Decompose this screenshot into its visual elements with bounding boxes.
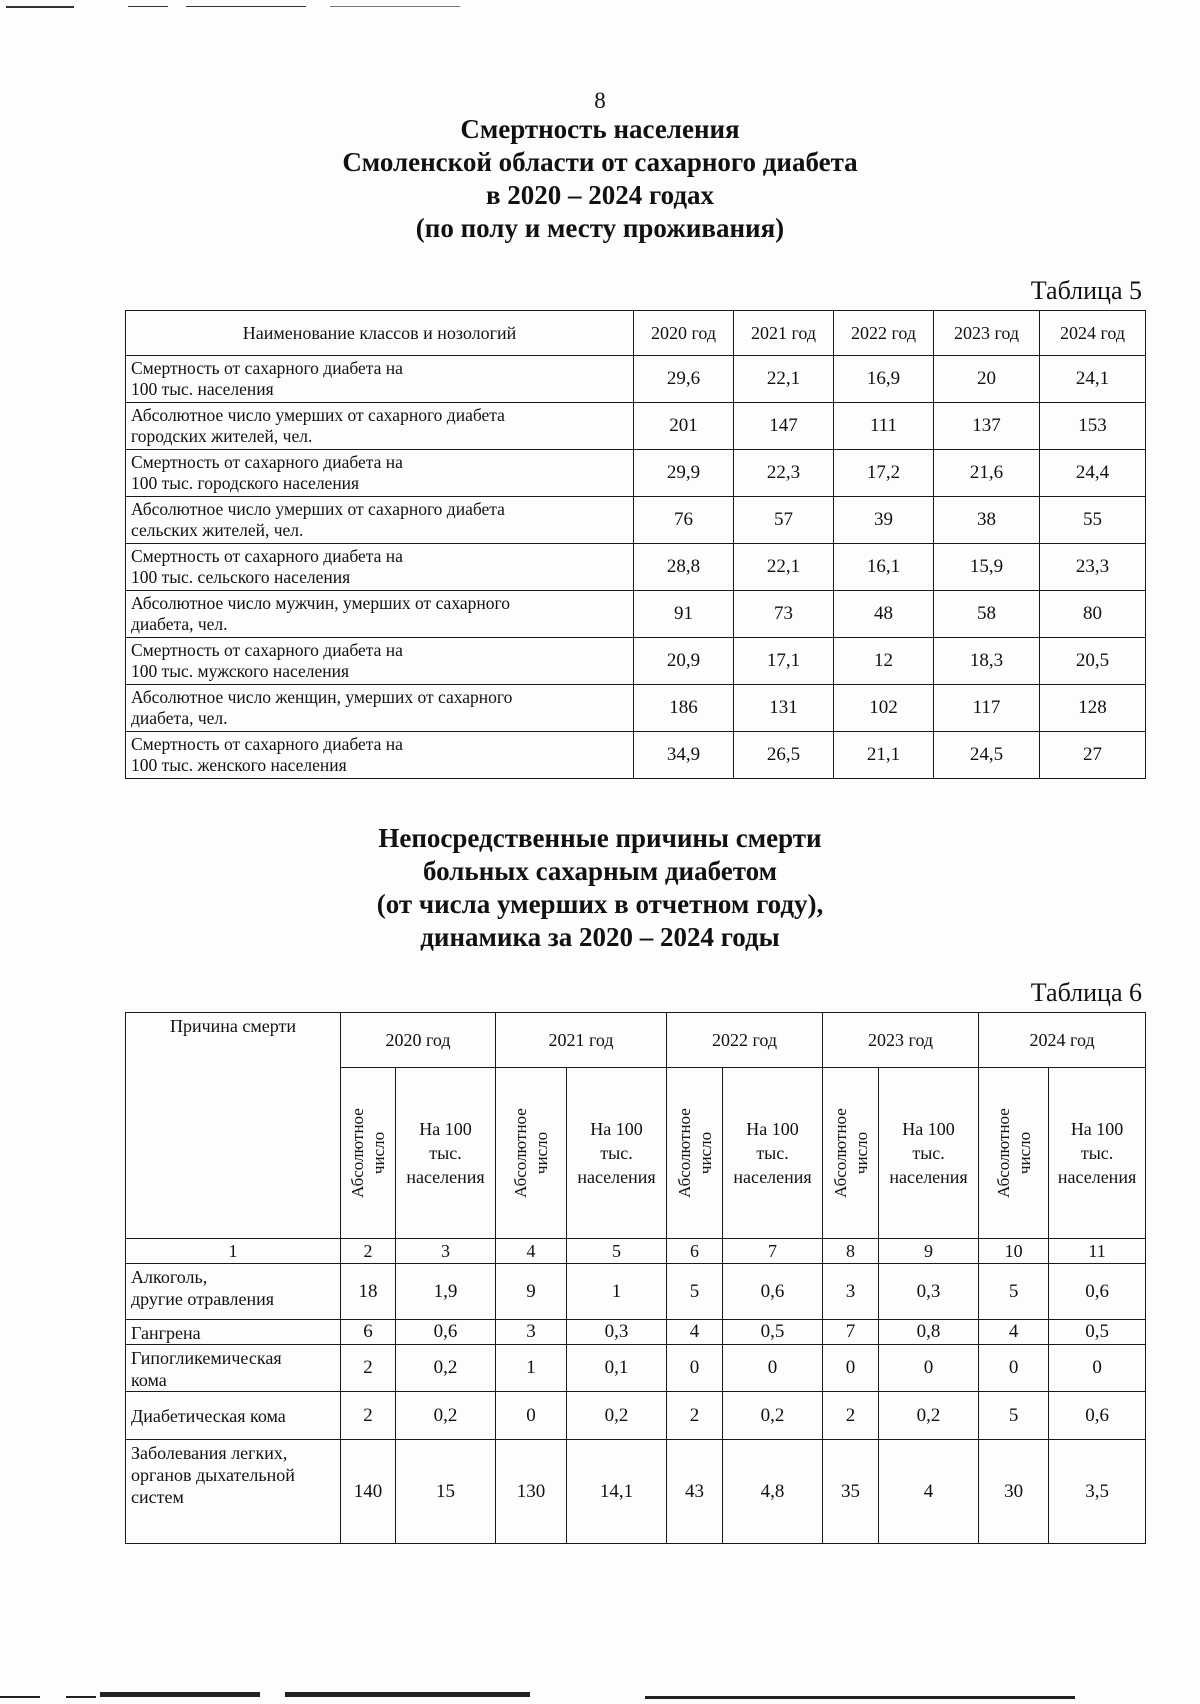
cell-value: 137: [934, 403, 1040, 450]
table6-year-row: [126, 1013, 1146, 1068]
row-name-line: городских жителей, чел.: [131, 426, 313, 446]
cell-value: 24,4: [1040, 450, 1146, 497]
cell-value: 16,9: [834, 356, 934, 403]
cell-value: 17,1: [734, 638, 834, 685]
subheader-per100-text: На 100 тыс. населения: [733, 1119, 812, 1187]
cell-value: 0,2: [879, 1392, 979, 1440]
row-name: [126, 1392, 341, 1440]
column-number: 7: [723, 1239, 823, 1264]
header-year: 2020 год: [634, 311, 734, 356]
cell-value: 111: [834, 403, 934, 450]
row-name-line: Смертность от сахарного диабета на: [131, 452, 403, 472]
column-number: 9: [879, 1239, 979, 1264]
cell-value: 2: [341, 1392, 396, 1440]
cell-value: 201: [634, 403, 734, 450]
subheader-absolute-text: Абсолютное число: [674, 1108, 715, 1198]
cell-value: 0: [496, 1392, 567, 1440]
vertical-label: [341, 1071, 395, 1236]
row-name-line: Гипогликемическая: [131, 1348, 282, 1368]
row-name-line: Смертность от сахарного диабета на: [131, 734, 403, 754]
cell-value: 4,8: [723, 1440, 823, 1544]
cell-value: 4: [979, 1320, 1049, 1345]
title-line: динамика за 2020 – 2024 годы: [420, 922, 780, 952]
cell-value: 48: [834, 591, 934, 638]
cell-value: 0,6: [1049, 1392, 1146, 1440]
row-name-line: Заболевания легких,: [131, 1443, 288, 1463]
header-name: Наименование классов и нозологий: [126, 311, 634, 356]
cell-value: 0,6: [1049, 1264, 1146, 1320]
cell-value: 102: [834, 685, 934, 732]
subheader-per100: [567, 1068, 667, 1239]
row-name-line: кома: [131, 1370, 167, 1390]
table6-column-numbers: [126, 1239, 1146, 1264]
cell-value: 6: [341, 1320, 396, 1345]
cell-value: 73: [734, 591, 834, 638]
cell-value: 15,9: [934, 544, 1040, 591]
row-name-line: Гангрена: [131, 1323, 201, 1343]
title-line: в 2020 – 2024 годах: [485, 180, 715, 210]
cell-value: 76: [634, 497, 734, 544]
subheader-absolute-text: Абсолютное число: [830, 1108, 871, 1198]
cell-value: 117: [934, 685, 1040, 732]
header-year: 2020 год: [341, 1013, 496, 1068]
subheader-per100: [879, 1068, 979, 1239]
header-year: 2021 год: [734, 311, 834, 356]
cell-value: 22,3: [734, 450, 834, 497]
vertical-label: [668, 1071, 722, 1236]
cell-value: 1: [567, 1264, 667, 1320]
row-name: [126, 1345, 341, 1392]
row-name-line: Смертность от сахарного диабета на: [131, 546, 403, 566]
table-row: [126, 1440, 1146, 1544]
cell-value: 0: [667, 1345, 723, 1392]
subheader-absolute: [341, 1068, 396, 1239]
cell-value: 140: [341, 1440, 396, 1544]
page-number: 8: [594, 88, 606, 113]
cell-value: 26,5: [734, 732, 834, 779]
table-row: [126, 497, 1146, 544]
subheader-per100: [1049, 1068, 1146, 1239]
cell-value: 0: [723, 1345, 823, 1392]
column-number: 6: [667, 1239, 723, 1264]
cell-value: 0,1: [567, 1345, 667, 1392]
cell-value: 147: [734, 403, 834, 450]
scan-artifact-bottom: [0, 1688, 1200, 1704]
cell-value: 30: [979, 1440, 1049, 1544]
cell-value: 80: [1040, 591, 1146, 638]
header-year: 2021 год: [496, 1013, 667, 1068]
cell-value: 2: [823, 1392, 879, 1440]
header-year: 2024 год: [979, 1013, 1146, 1068]
cell-value: 29,9: [634, 450, 734, 497]
header-year: 2023 год: [934, 311, 1040, 356]
row-name-line: 100 тыс. городского населения: [131, 473, 360, 493]
table-row: [126, 1392, 1146, 1440]
cell-value: 21,6: [934, 450, 1040, 497]
row-name: [126, 403, 634, 450]
column-number: 10: [979, 1239, 1049, 1264]
cell-value: 0,2: [723, 1392, 823, 1440]
row-name-line: Смертность от сахарного диабета на: [131, 358, 403, 378]
cell-value: 0: [979, 1345, 1049, 1392]
cell-value: 4: [667, 1320, 723, 1345]
cell-value: 186: [634, 685, 734, 732]
header-year: 2023 год: [823, 1013, 979, 1068]
row-name: [126, 1264, 341, 1320]
cell-value: 91: [634, 591, 734, 638]
subheader-absolute: [667, 1068, 723, 1239]
subheader-per100-text: На 100 тыс. населения: [577, 1119, 656, 1187]
cell-value: 14,1: [567, 1440, 667, 1544]
row-name-line: органов дыхательной: [131, 1465, 295, 1485]
cell-value: 35: [823, 1440, 879, 1544]
table-row: [126, 450, 1146, 497]
cell-value: 16,1: [834, 544, 934, 591]
row-name-line: 100 тыс. женского населения: [131, 755, 347, 775]
row-name-line: Смертность от сахарного диабета на: [131, 640, 403, 660]
cell-value: 3,5: [1049, 1440, 1146, 1544]
cell-value: 17,2: [834, 450, 934, 497]
subheader-absolute: [823, 1068, 879, 1239]
header-year: 2022 год: [667, 1013, 823, 1068]
cell-value: 5: [979, 1392, 1049, 1440]
title-line: Непосредственные причины смерти: [378, 823, 822, 853]
table-row: [126, 1320, 1146, 1345]
row-name-line: Диабетическая кома: [131, 1405, 286, 1426]
subheader-absolute-text: Абсолютное число: [348, 1108, 388, 1198]
subheader-absolute: [979, 1068, 1049, 1239]
cell-value: 34,9: [634, 732, 734, 779]
row-name-line: Абсолютное число женщин, умерших от сахарного: [131, 687, 513, 707]
subheader-per100-text: На 100 тыс. населения: [1057, 1119, 1137, 1187]
row-name: [126, 1320, 341, 1345]
title-line: Смертность населения: [460, 114, 740, 144]
cell-value: 22,1: [734, 544, 834, 591]
cell-value: 0,5: [723, 1320, 823, 1345]
table-6: [125, 1012, 1146, 1544]
vertical-label: [987, 1071, 1041, 1236]
column-number: 11: [1049, 1239, 1146, 1264]
table-row: [126, 638, 1146, 685]
cell-value: 57: [734, 497, 834, 544]
column-number: 5: [567, 1239, 667, 1264]
table5-label: Таблица 5: [1030, 276, 1142, 305]
column-number: 1: [126, 1239, 341, 1264]
cell-value: 0: [823, 1345, 879, 1392]
section2-title: [0, 822, 1200, 954]
row-name-line: 100 тыс. мужского населения: [131, 661, 350, 681]
cell-value: 5: [979, 1264, 1049, 1320]
row-name-line: Абсолютное число мужчин, умерших от сахарного: [131, 593, 510, 613]
cell-value: 1: [496, 1345, 567, 1392]
header-year: 2022 год: [834, 311, 934, 356]
cell-value: 12: [834, 638, 934, 685]
subheader-per100-text: На 100 тыс. населения: [889, 1119, 968, 1187]
cell-value: 29,6: [634, 356, 734, 403]
cell-value: 22,1: [734, 356, 834, 403]
row-name: [126, 732, 634, 779]
table-row: [126, 403, 1146, 450]
table5-header-row: [126, 311, 1146, 356]
cell-value: 2: [667, 1392, 723, 1440]
cell-value: 58: [934, 591, 1040, 638]
cell-value: 131: [734, 685, 834, 732]
row-name-line: систем: [131, 1487, 184, 1507]
cell-value: 20,9: [634, 638, 734, 685]
subheader-absolute-text: Абсолютное число: [511, 1108, 552, 1198]
row-name-line: Абсолютное число умерших от сахарного диабета: [131, 405, 505, 425]
table-row: [126, 544, 1146, 591]
cell-value: 5: [667, 1264, 723, 1320]
table-5: [125, 310, 1146, 779]
cell-value: 20,5: [1040, 638, 1146, 685]
cell-value: 2: [341, 1345, 396, 1392]
cell-value: 7: [823, 1320, 879, 1345]
cell-value: 38: [934, 497, 1040, 544]
title-line: (по полу и месту проживания): [415, 213, 785, 243]
cell-value: 130: [496, 1440, 567, 1544]
row-name-line: 100 тыс. населения: [131, 379, 274, 399]
subheader-per100: [723, 1068, 823, 1239]
row-name-line: 100 тыс. сельского населения: [131, 567, 351, 587]
row-name: [126, 638, 634, 685]
cell-value: 0,6: [723, 1264, 823, 1320]
cell-value: 39: [834, 497, 934, 544]
cell-value: 0,2: [396, 1392, 496, 1440]
row-name-line: сельских жителей, чел.: [131, 520, 304, 540]
row-name-line: диабета, чел.: [131, 708, 228, 728]
cell-value: 27: [1040, 732, 1146, 779]
row-name-line: диабета, чел.: [131, 614, 228, 634]
cell-value: 3: [496, 1320, 567, 1345]
cell-value: 0: [1049, 1345, 1146, 1392]
cell-value: 55: [1040, 497, 1146, 544]
section1-title: [0, 113, 1200, 245]
cell-value: 18: [341, 1264, 396, 1320]
row-name: [126, 450, 634, 497]
cell-value: 9: [496, 1264, 567, 1320]
subheader-absolute-text: Абсолютное число: [993, 1108, 1034, 1198]
column-number: 8: [823, 1239, 879, 1264]
scan-artifact-top: [0, 0, 1200, 12]
title-line: Смоленской области от сахарного диабета: [342, 147, 858, 177]
cell-value: 0,3: [879, 1264, 979, 1320]
table-row: [126, 685, 1146, 732]
subheader-per100-text: На 100 тыс. населения: [406, 1119, 485, 1187]
table-row: [126, 356, 1146, 403]
header-year: 2024 год: [1040, 311, 1146, 356]
cell-value: 23,3: [1040, 544, 1146, 591]
cell-value: 43: [667, 1440, 723, 1544]
subheader-absolute: [496, 1068, 567, 1239]
cell-value: 24,1: [1040, 356, 1146, 403]
row-name-line: другие отравления: [131, 1289, 275, 1309]
table6-label: Таблица 6: [1030, 978, 1142, 1007]
cell-value: 28,8: [634, 544, 734, 591]
subheader-per100: [396, 1068, 496, 1239]
cell-value: 21,1: [834, 732, 934, 779]
vertical-label: [504, 1071, 558, 1236]
row-name: [126, 685, 634, 732]
table-row: [126, 591, 1146, 638]
title-line: больных сахарным диабетом: [423, 856, 777, 886]
row-name: [126, 591, 634, 638]
cell-value: 128: [1040, 685, 1146, 732]
row-name-line: Алкоголь,: [131, 1267, 208, 1287]
cell-value: 1,9: [396, 1264, 496, 1320]
column-number: 2: [341, 1239, 396, 1264]
header-cause: Причина смерти: [126, 1013, 341, 1239]
cell-value: 0: [879, 1345, 979, 1392]
row-name: [126, 497, 634, 544]
title-line: (от числа умерших в отчетном году),: [376, 889, 824, 919]
vertical-label: [824, 1071, 878, 1236]
cell-value: 0,2: [396, 1345, 496, 1392]
table-row: [126, 1345, 1146, 1392]
row-name: [126, 1440, 341, 1544]
cell-value: 0,6: [396, 1320, 496, 1345]
cell-value: 0,2: [567, 1392, 667, 1440]
cell-value: 24,5: [934, 732, 1040, 779]
cell-value: 153: [1040, 403, 1146, 450]
table-row: [126, 1264, 1146, 1320]
row-name-line: Абсолютное число умерших от сахарного диабета: [131, 499, 505, 519]
row-name: [126, 544, 634, 591]
cell-value: 3: [823, 1264, 879, 1320]
cell-value: 18,3: [934, 638, 1040, 685]
column-number: 3: [396, 1239, 496, 1264]
table-row: [126, 732, 1146, 779]
column-number: 4: [496, 1239, 567, 1264]
cell-value: 4: [879, 1440, 979, 1544]
cell-value: 20: [934, 356, 1040, 403]
cell-value: 15: [396, 1440, 496, 1544]
row-name: [126, 356, 634, 403]
cell-value: 0,8: [879, 1320, 979, 1345]
cell-value: 0,3: [567, 1320, 667, 1345]
cell-value: 0,5: [1049, 1320, 1146, 1345]
